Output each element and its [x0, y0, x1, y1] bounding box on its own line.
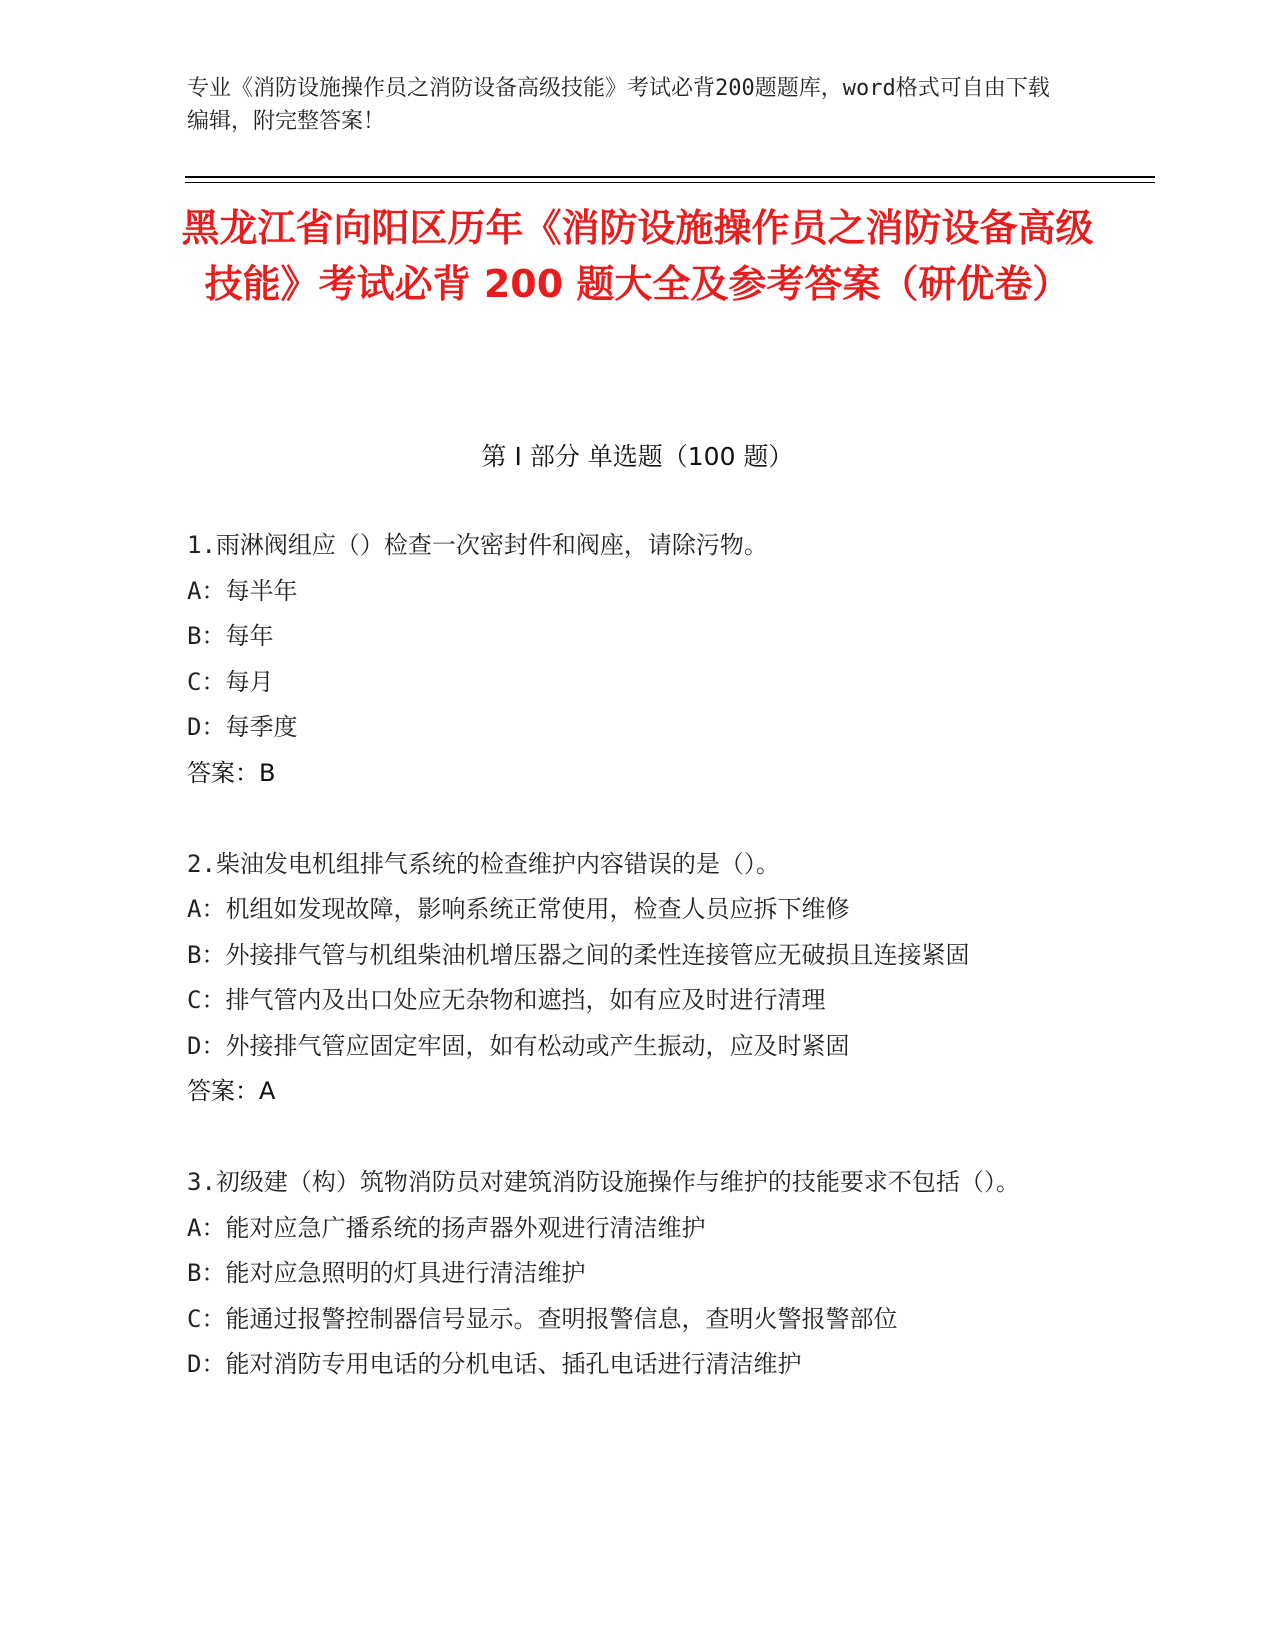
question-stem: 3.初级建（构）筑物消防员对建筑消防设施操作与维护的技能要求不包括（）。 [187, 1168, 1020, 1196]
header-note: 专业《消防设施操作员之消防设备高级技能》考试必背200题题库，word格式可自由下载编辑，附完整答案！ [187, 76, 1050, 134]
question-stem: 2.柴油发电机组排气系统的检查维护内容错误的是（）。 [187, 849, 780, 878]
header-divider-thin [185, 182, 1155, 183]
answer-line: 答案：A [187, 1077, 276, 1105]
option-d: D：能对消防专用电话的分机电话、插孔电话进行清洁维护 [187, 1350, 802, 1378]
option-d: D：每季度 [187, 713, 298, 741]
question-2 [187, 842, 1077, 1115]
option-c: C：排气管内及出口处应无杂物和遮挡，如有应及时进行清理 [187, 986, 826, 1014]
header-divider-thick [185, 176, 1155, 178]
question-stem: 1.雨淋阀组应（）检查一次密封件和阀座，请除污物。 [187, 531, 768, 559]
option-c: C：能通过报警控制器信号显示。查明报警信息，查明火警报警部位 [187, 1304, 898, 1333]
option-a: A：每半年 [187, 576, 298, 605]
answer-line: 答案：B [187, 758, 276, 787]
option-b: B：能对应急照明的灯具进行清洁维护 [187, 1259, 586, 1287]
question-list [187, 523, 1077, 1433]
option-b: B：每年 [187, 622, 274, 650]
option-c: C：每月 [187, 667, 274, 696]
option-b: B：外接排气管与机组柴油机增压器之间的柔性连接管应无破损且连接紧固 [187, 940, 970, 969]
document-title: 黑龙江省向阳区历年《消防设施操作员之消防设备高级技能》考试必背 200 题大全及参考答案（研优卷） [181, 206, 1094, 306]
question-1 [187, 523, 1077, 796]
section-title: 第 I 部分 单选题（100 题） [481, 442, 794, 471]
option-d: D：外接排气管应固定牢固，如有松动或产生振动，应及时紧固 [187, 1031, 850, 1060]
question-3 [187, 1160, 1077, 1388]
option-a: A：能对应急广播系统的扬声器外观进行清洁维护 [187, 1213, 706, 1242]
option-a: A：机组如发现故障，影响系统正常使用，检查人员应拆下维修 [187, 895, 850, 923]
